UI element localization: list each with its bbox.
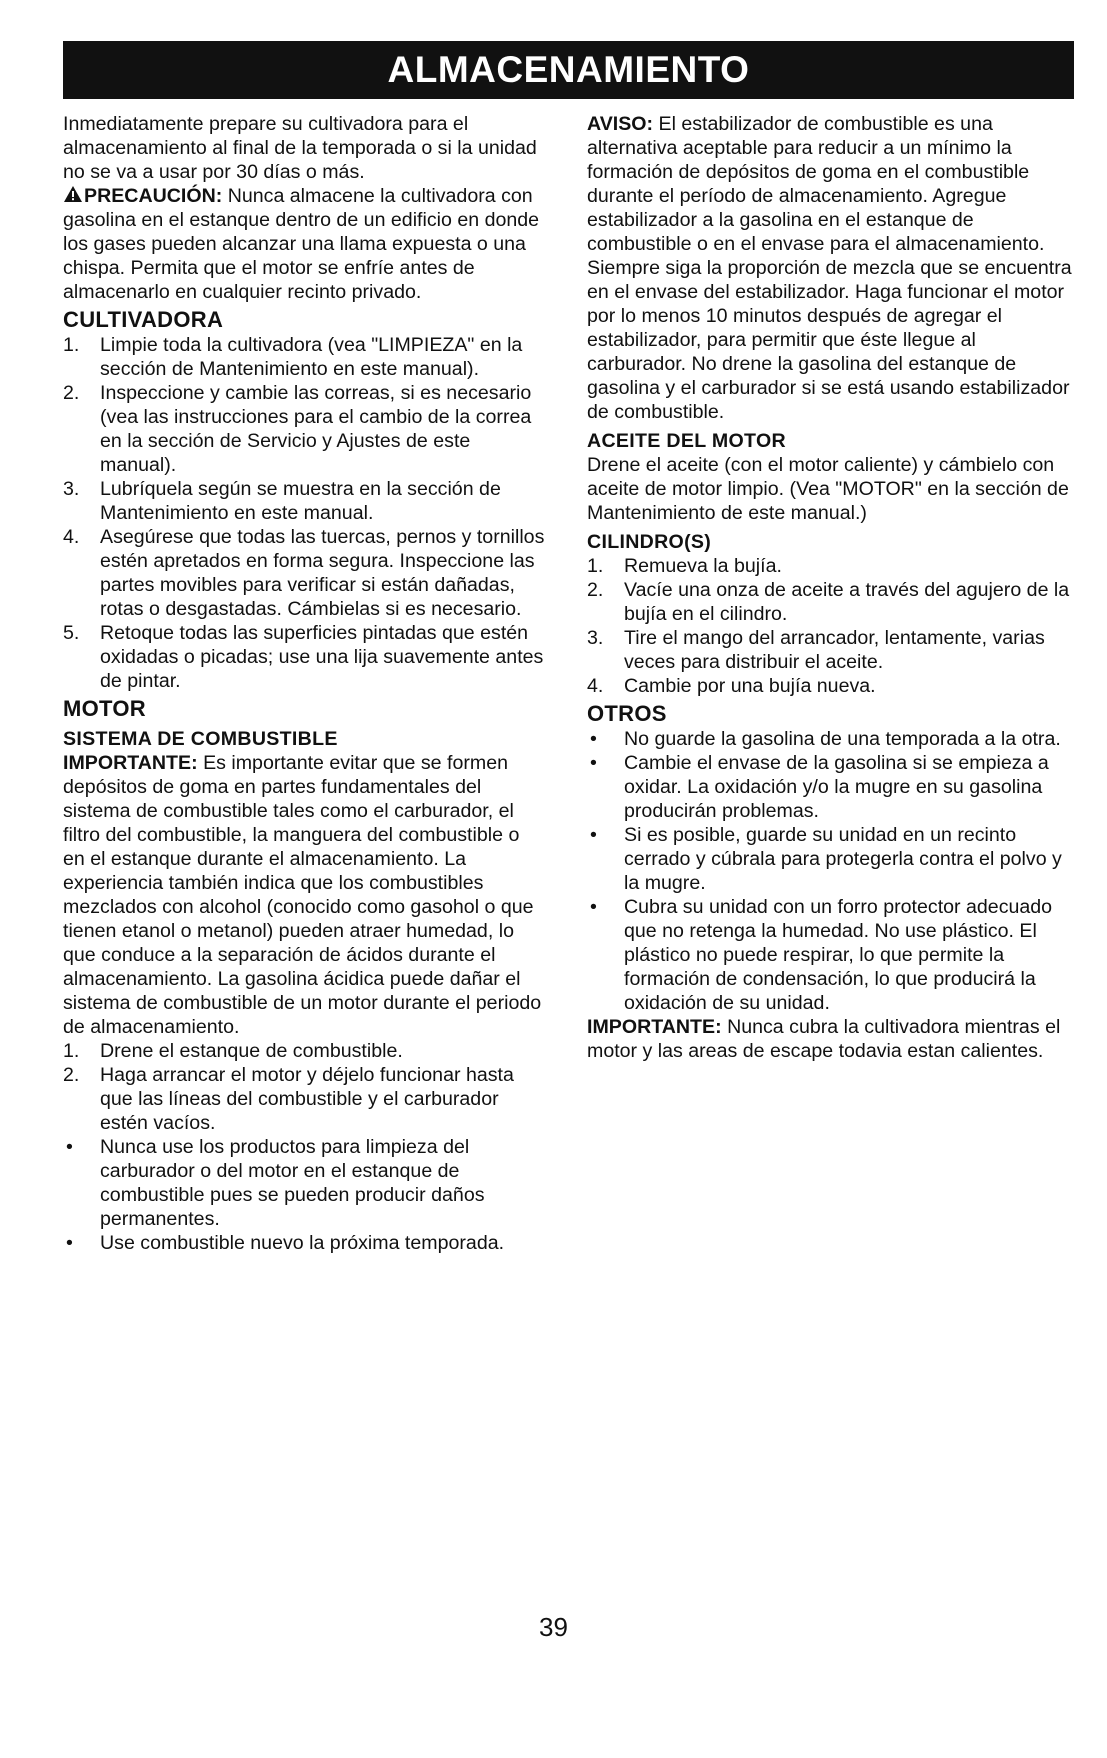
fuel-steps-list [63,1039,546,1135]
item-text: No guarde la gasolina de una temporada a la otra. [624,728,1061,750]
item-number: 5. [63,622,80,644]
item-number: 1. [587,555,604,577]
item-number: 2. [587,579,604,601]
item-text: Drene el estanque de combustible. [100,1040,403,1062]
item-text: Limpie toda la cultivadora (vea "LIMPIEZA" en la sección de Mantenimiento en este manual). [100,334,523,380]
bullet-item [587,895,1074,1015]
important-paragraph [63,751,546,1039]
bullet-icon: • [590,752,597,774]
caution-text: Nunca almacene la cultivadora con gasolina en el estanque dentro de un edificio en donde los gases pueden alcanzar una llama expuesta o una chispa. Permita que el motor se enfríe antes de almacenarlo en cualquier recinto privado. [63,185,540,303]
item-number: 1. [63,1040,80,1062]
item-text: Cambie el envase de la gasolina si se empieza a oxidar. La oxidación y/o la mugre en su gasolina producirán problemas. [624,752,1049,822]
bullet-item [587,823,1074,895]
bullet-icon: • [590,728,597,750]
item-number: 2. [63,382,80,404]
cultivadora-list [63,333,546,693]
item-number: 1. [63,334,80,356]
aviso-label: AVISO: [587,113,654,135]
caution-label: PRECAUCIÓN: [84,185,223,207]
final-important-label: IMPORTANTE: [587,1016,722,1038]
item-number: 3. [63,478,80,500]
motor-heading: MOTOR [63,696,146,721]
list-item [63,621,546,693]
list-item [63,525,546,621]
item-text: Use combustible nuevo la próxima temporada. [100,1232,505,1254]
item-text: Si es posible, guarde su unidad en un recinto cerrado y cúbrala para protegerla contra el polvo y la mugre. [624,824,1062,894]
fuel-system-heading: SISTEMA DE COMBUSTIBLE [63,728,338,750]
aviso-paragraph [587,112,1074,424]
important-text: Es importante evitar que se formen depósitos de goma en partes fundamentales del sistema de combustible tales como el carburador, el filtro del combustible, la manguera del combustible o en el estanque durante el almacenamiento. La experiencia también indica que los combustibles mezclados con alcohol (conocido como gasohol o que tienen etanol o metanol) pueden atraer humedad, lo que conduce a la separación de ácidos durante el almacenamiento. La gasolina ácidica puede dañar el sistema de combustible de un motor durante el periodo de almacenamiento. [63,752,542,1038]
item-text: Vacíe una onza de aceite a través del agujero de la bujía en el cilindro. [624,579,1070,625]
item-number: 3. [587,627,604,649]
list-item [587,554,1074,578]
item-text: Asegúrese que todas las tuercas, pernos y tornillos estén apretados en forma segura. Inspeccione las partes movibles para verificar si están dañadas, rotas o desgastadas. Cámbielas si es necesario. [100,526,545,620]
bullet-icon: • [66,1136,73,1158]
item-text: Tire el mango del arrancador, lentamente, varias veces para distribuir el aceite. [624,627,1045,673]
item-text: Cubra su unidad con un forro protector adecuado que no retenga la humedad. No use plástico. El plástico no puede respirar, lo que permite la formación de condensación, lo que producirá la oxidación de su unidad. [624,896,1053,1014]
list-item [587,674,1074,698]
otros-list [587,727,1074,1015]
item-text: Cambie por una bujía nueva. [624,675,876,697]
list-item [63,1063,546,1135]
cylinders-heading: CILINDRO(S) [587,531,712,553]
list-item [63,1039,546,1063]
intro-paragraph: Inmediatamente prepare su cultivadora para el almacenamiento al final de la temporada o si la unidad no se va a usar por 30 días o más. [63,113,537,183]
item-text: Nunca use los productos para limpieza del carburador o del motor en el estanque de combustible pues se pueden producir daños permanentes. [100,1136,485,1230]
item-number: 4. [63,526,80,548]
cultivadora-heading: CULTIVADORA [63,307,224,332]
list-item [587,626,1074,674]
caution-paragraph [63,184,546,304]
engine-oil-text: Drene el aceite (con el motor caliente) y cámbielo con aceite de motor limpio. (Vea "MOTOR" en la sección de Mantenimiento de este manual.) [587,454,1069,524]
engine-oil-heading: ACEITE DEL MOTOR [587,430,786,452]
bullet-item [587,751,1074,823]
list-item [63,333,546,381]
item-text: Remueva la bujía. [624,555,782,577]
list-item [63,381,546,477]
item-text: Haga arrancar el motor y déjelo funcionar hasta que las líneas del combustible y el carburador estén vacíos. [100,1064,514,1134]
page-number: 39 [539,1612,568,1642]
list-item [63,477,546,525]
cylinders-list [587,554,1074,698]
final-important-paragraph [587,1015,1074,1063]
right-column [587,112,1074,1063]
item-text: Lubríquela según se muestra en la sección de Mantenimiento en este manual. [100,478,501,524]
important-label: IMPORTANTE: [63,752,198,774]
fuel-bullets-list [63,1135,546,1255]
bullet-icon: • [66,1232,73,1254]
bullet-item [63,1231,546,1255]
aviso-text: El estabilizador de combustible es una alternativa aceptable para reducir a un mínimo la formación de depósitos de goma en el combustible durante el período de almacenamiento. Agregue estabilizador a la gasolina en el estanque de combustible o en el envase para el almacenamiento. Siempre siga la proporción de mezcla que se encuentra en el envase del estabilizador. Haga funcionar el motor por lo menos 10 minutos después de agregar el estabilizador, para permitir que éste llegue al carburador. No drene la gasolina del estanque de gasolina y el carburador si se está usando estabilizador de combustible. [587,113,1072,423]
final-important-text: Nunca cubra la cultivadora mientras el motor y las areas de escape todavia estan calientes. [587,1016,1061,1062]
item-number: 2. [63,1064,80,1086]
list-item [587,578,1074,626]
page-title: ALMACENAMIENTO [387,49,750,90]
warning-triangle-icon [63,185,83,203]
bullet-icon: • [590,896,597,918]
item-text: Inspeccione y cambie las correas, si es necesario (vea las instrucciones para el cambio de la correa en la sección de Servicio y Ajustes de este manual). [100,382,532,476]
bullet-icon: • [590,824,597,846]
page-title-banner [63,41,1074,99]
otros-heading: OTROS [587,701,667,726]
bullet-item [587,727,1074,751]
item-number: 4. [587,675,604,697]
item-text: Retoque todas las superficies pintadas que estén oxidadas o picadas; use una lija suavemente antes de pintar. [100,622,544,692]
bullet-item [63,1135,546,1231]
left-column [63,112,546,1255]
